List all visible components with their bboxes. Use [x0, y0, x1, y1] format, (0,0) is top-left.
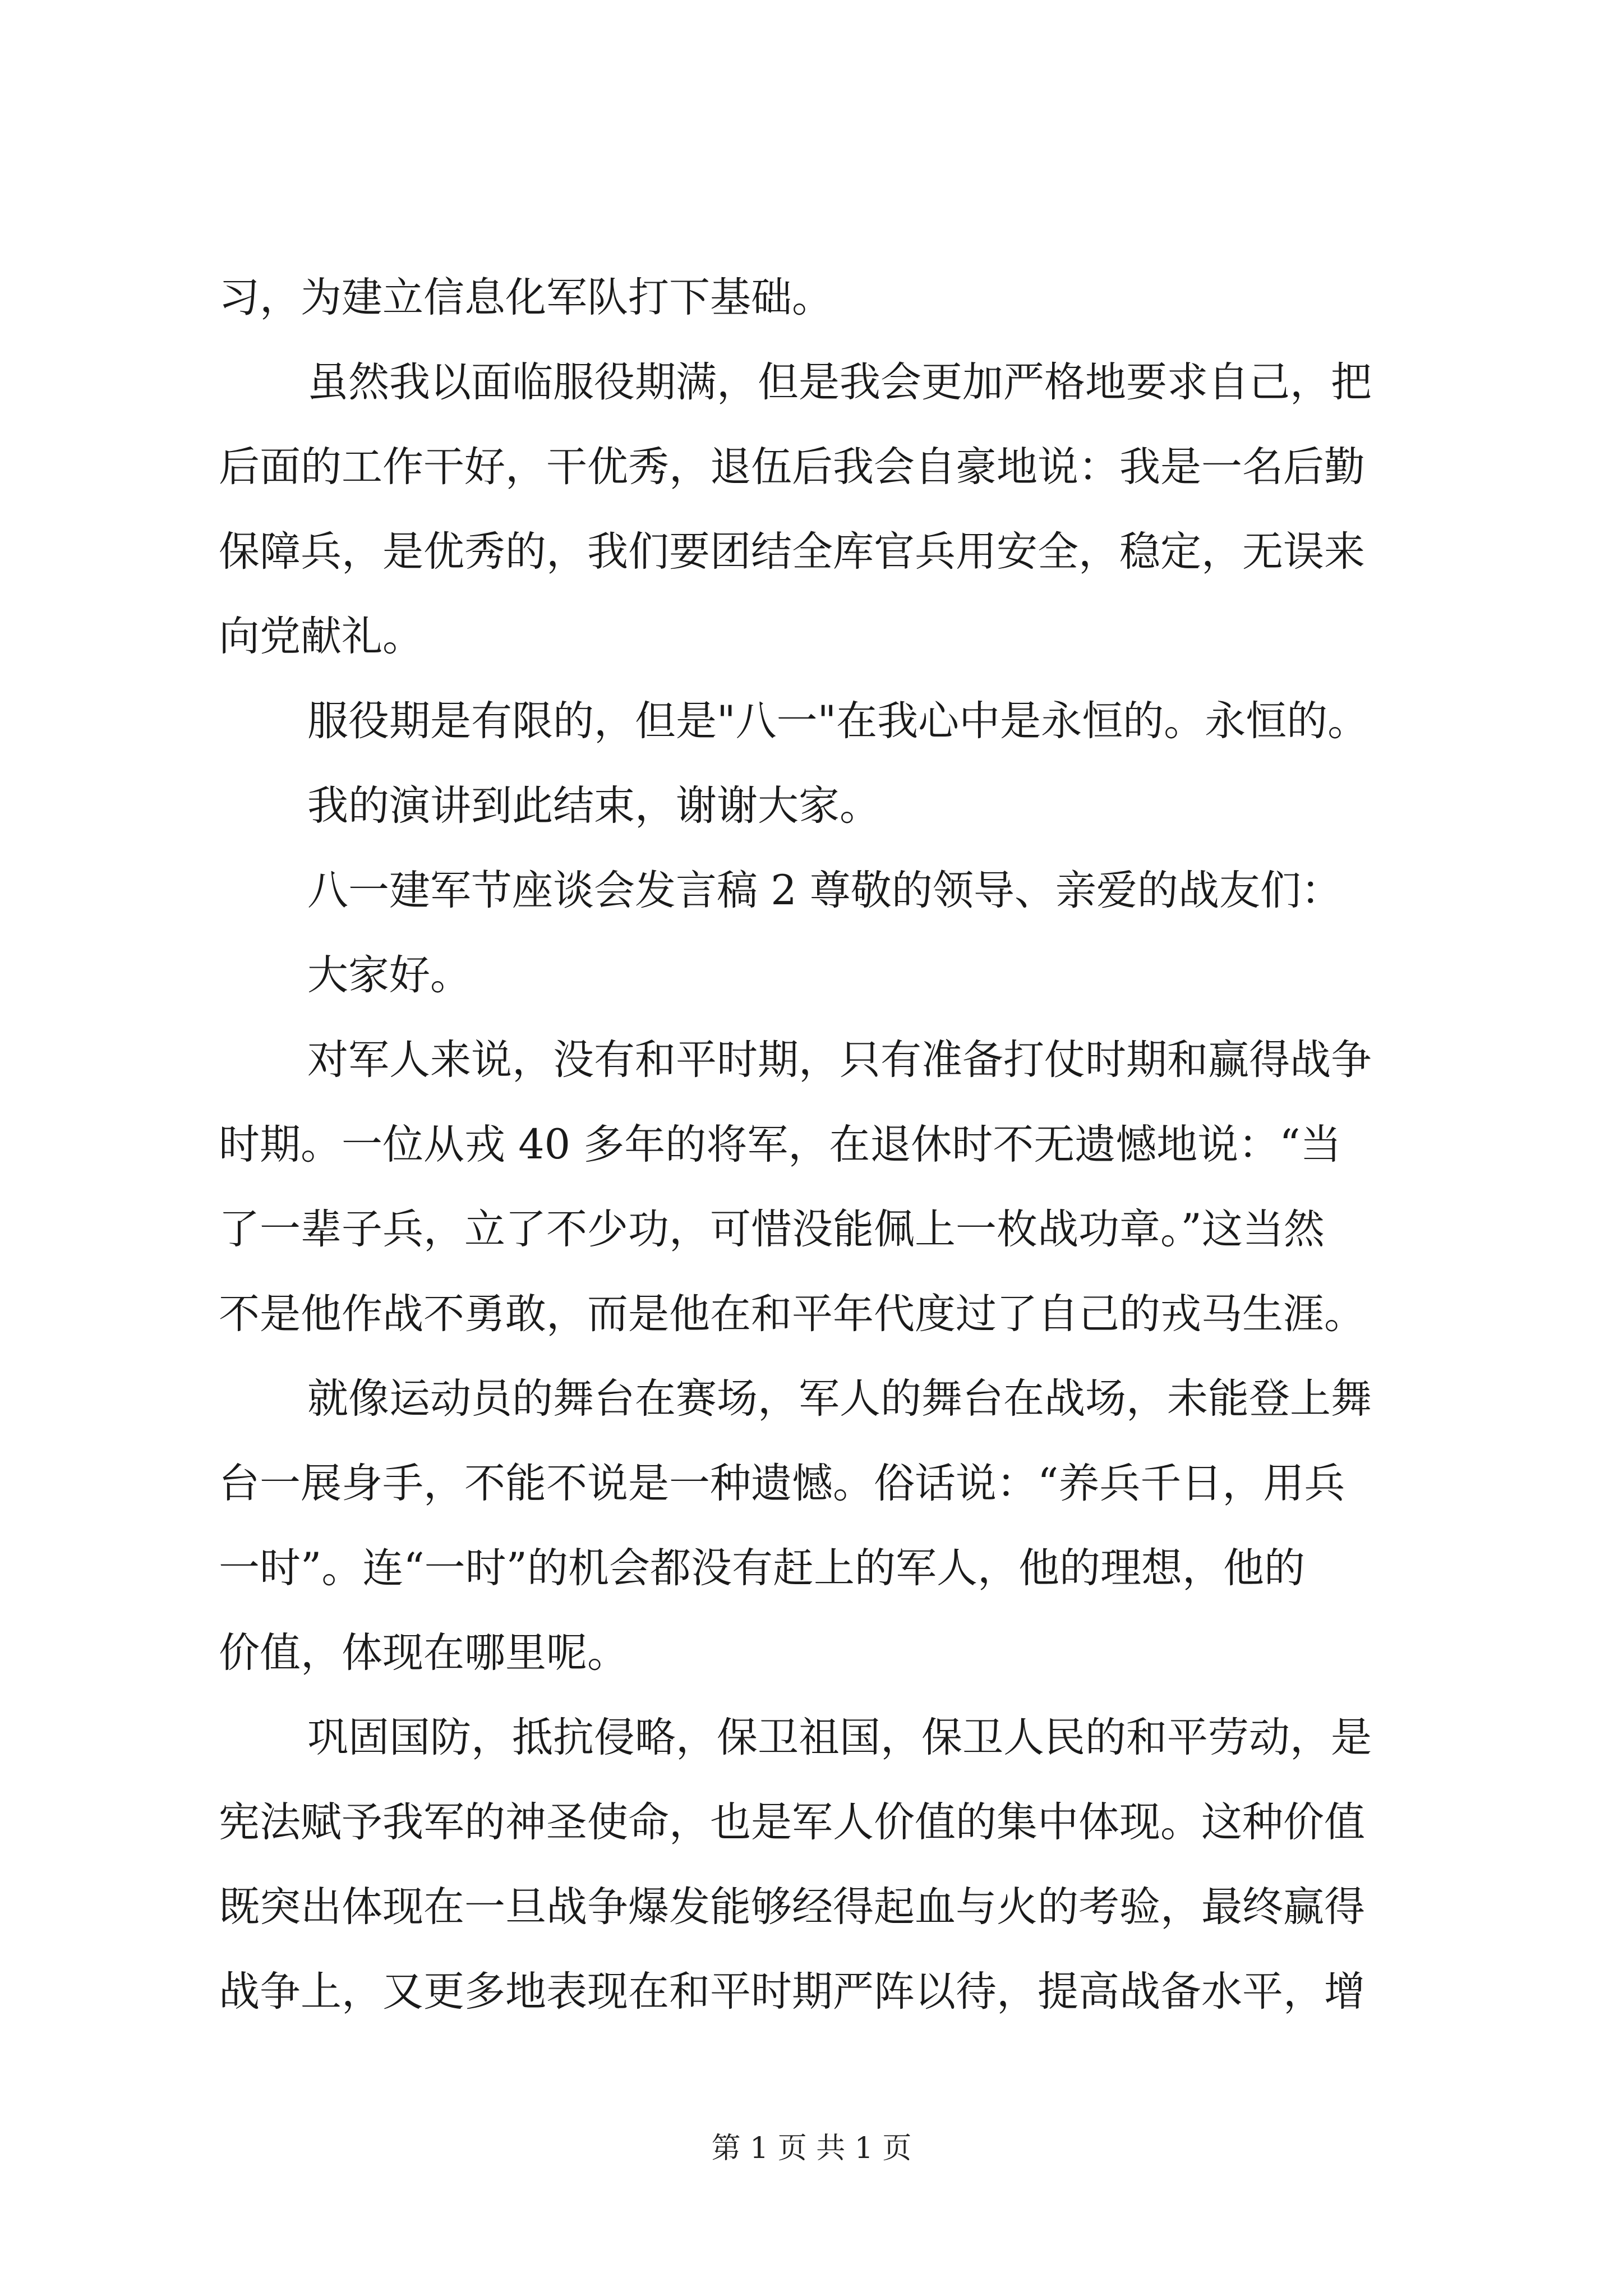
text-line: 习，为建立信息化军队打下基础。: [219, 274, 833, 321]
text-line: 一时”。连“一时”的机会都没有赶上的军人，他的理想，他的: [219, 1544, 1305, 1592]
text-line: 大家好。: [307, 951, 471, 999]
text-line: 虽然我以面临服役期满，但是我会更加严格地要求自己，把: [307, 358, 1372, 406]
document-body: [219, 255, 1430, 2034]
text-line: 服役期是有限的，但是"八一"在我心中是永恒的。永恒的。: [307, 697, 1369, 745]
text-line: 台一展身手，不能不说是一种遗憾。俗话说：“养兵千日，用兵: [219, 1460, 1345, 1507]
text-line: 时期。一位从戎 40 多年的将军，在退休时不无遗憾地说：“当: [219, 1121, 1341, 1168]
text-line: 八一建军节座谈会发言稿 2 尊敬的领导、亲爱的战友们：: [307, 867, 1342, 914]
text-line: 对军人来说，没有和平时期，只有准备打仗时期和赢得战争: [307, 1036, 1372, 1084]
text-line: 就像运动员的舞台在赛场，军人的舞台在战场，未能登上舞: [307, 1375, 1372, 1423]
text-line: 后面的工作干好，干优秀，退伍后我会自豪地说：我是一名后勤: [219, 443, 1365, 491]
text-line: 不是他作战不勇敢，而是他在和平年代度过了自己的戎马生涯。: [219, 1290, 1365, 1338]
text-line: 向党献礼。: [219, 613, 423, 660]
text-line: 既突出体现在一旦战争爆发能够经得起血与火的考验，最终赢得: [219, 1883, 1365, 1931]
text-line: 价值，体现在哪里呢。: [219, 1629, 628, 1677]
text-line: 了一辈子兵，立了不少功，可惜没能佩上一枚战功章。”这当然: [219, 1205, 1325, 1253]
text-line: 保障兵，是优秀的，我们要团结全库官兵用安全，稳定，无误来: [219, 528, 1365, 576]
text-line: 宪法赋予我军的神圣使命，也是军人价值的集中体现。这种价值: [219, 1798, 1365, 1846]
text-line: 巩固国防，抵抗侵略，保卫祖国，保卫人民的和平劳动，是: [307, 1714, 1372, 1761]
text-line: 我的演讲到此结束，谢谢大家。: [307, 782, 880, 830]
page-number-footer: 第 1 页 共 1 页: [711, 2132, 912, 2165]
text-line: 战争上，又更多地表现在和平时期严阵以待，提高战备水平，增: [219, 1968, 1365, 2016]
